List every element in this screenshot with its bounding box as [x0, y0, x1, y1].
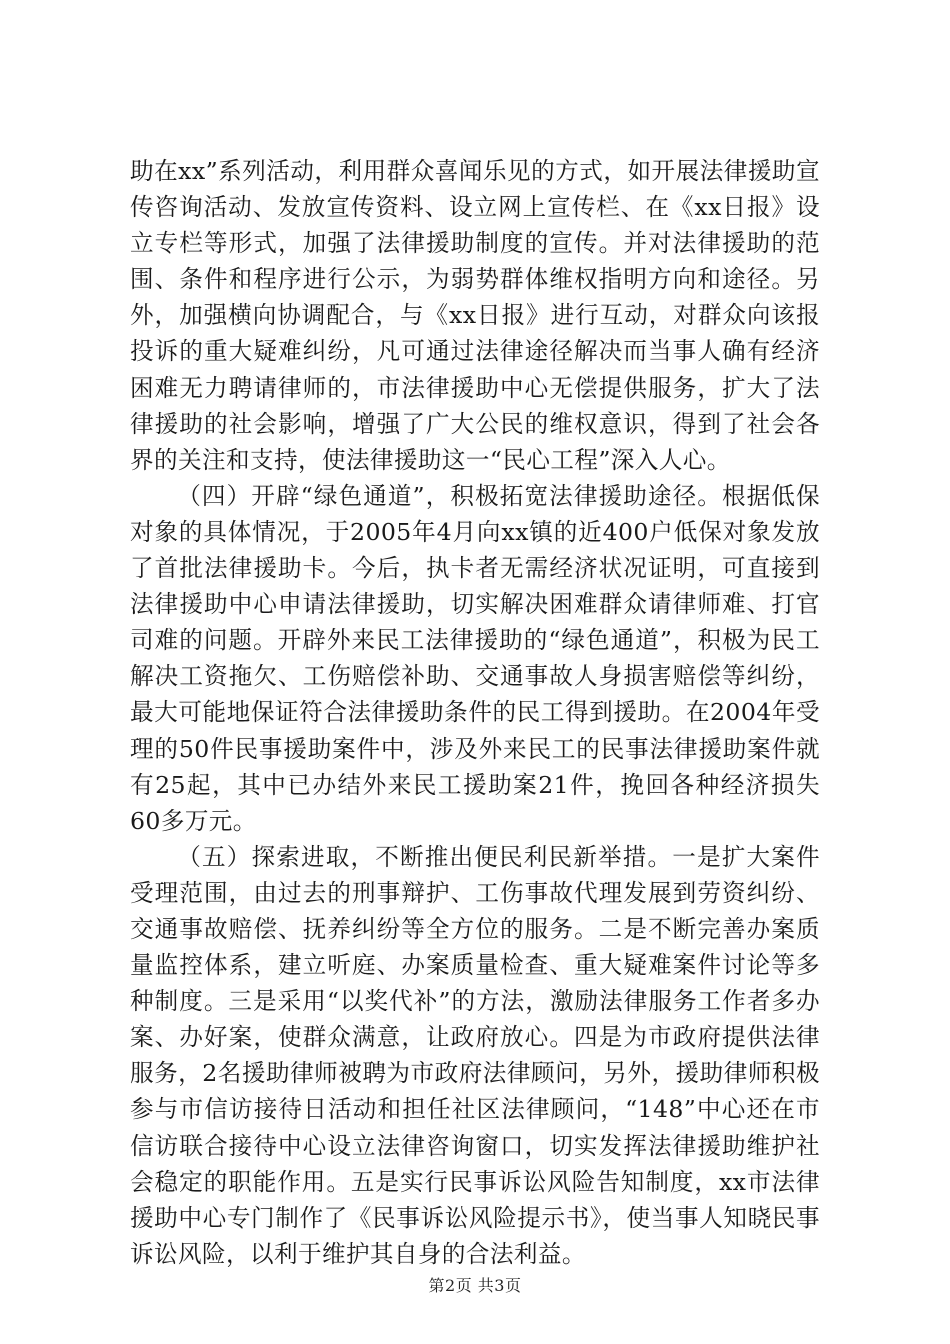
- page-number-footer: 第2页 共3页: [428, 1276, 522, 1295]
- document-body: [130, 153, 820, 1272]
- paragraph-section-five: （五）探索进取，不断推出便民利民新举措。一是扩大案件受理范围，由过去的刑事辩护、工伤事故代理发展到劳资纠纷、交通事故赔偿、抚养纠纷等全方位的服务。二是不断完善办案质量监控体系，建立听庭、办案质量检查、重大疑难案件讨论等多种制度。三是采用“以奖代补”的方法，激励法律服务工作者多办案、办好案，使群众满意，让政府放心。四是为市政府提供法律服务，2名援助律师被聘为市政府法律顾问，另外，援助律师积极参与市信访接待日活动和担任社区法律顾问，“148”中心还在市信访联合接待中心设立法律咨询窗口，切实发挥法律援助维护社会稳定的职能作用。五是实行民事诉讼风险告知制度，xx市法律援助中心专门制作了《民事诉讼风险提示书》，使当事人知晓民事诉讼风险，以利于维护其自身的合法利益。: [130, 842, 820, 1268]
- paragraph-section-four: （四）开辟“绿色通道”，积极拓宽法律援助途径。根据低保对象的具体情况，于2005年4月向xx镇的近400户低保对象发放了首批法律援助卡。今后，执卡者无需经济状况证明，可直接到法律援助中心申请法律援助，切实解决困难群众请律师难、打官司难的问题。开辟外来民工法律援助的“绿色通道”，积极为民工解决工资拖欠、工伤赔偿补助、交通事故人身损害赔偿等纠纷，最大可能地保证符合法律援助条件的民工得到援助。在2004年受理的50件民事援助案件中，涉及外来民工的民事法律援助案件就有25起，其中已办结外来民工援助案21件，挽回各种经济损失60多万元。: [130, 481, 820, 835]
- paragraph-continuation: 助在xx”系列活动，利用群众喜闻乐见的方式，如开展法律援助宣传咨询活动、发放宣传资料、设立网上宣传栏、在《xx日报》设立专栏等形式，加强了法律援助制度的宣传。并对法律援助的范围、条件和程序进行公示，为弱势群体维权指明方向和途径。另外，加强横向协调配合，与《xx日报》进行互动，对群众向该报投诉的重大疑难纠纷，凡可通过法律途径解决而当事人确有经济困难无力聘请律师的，市法律援助中心无偿提供服务，扩大了法律援助的社会影响，增强了广大公民的维权意识，得到了社会各界的关注和支持，使法律援助这一“民心工程”深入人心。: [130, 157, 820, 474]
